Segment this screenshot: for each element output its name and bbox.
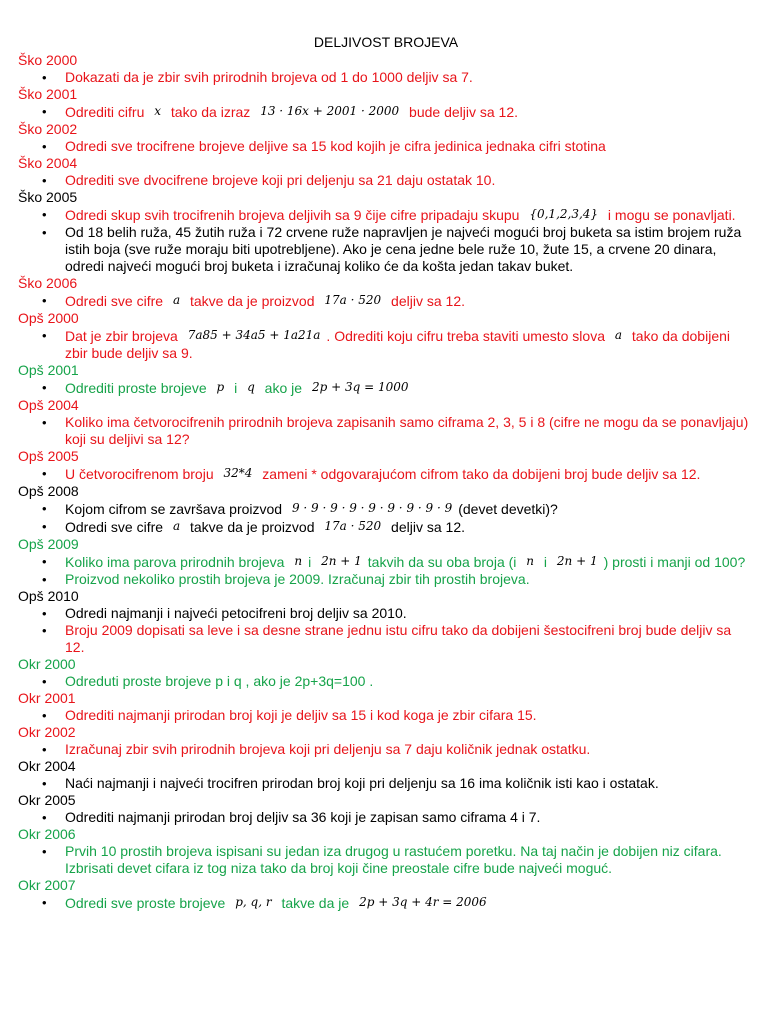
math-expression: 2n + 1 <box>321 554 362 568</box>
problem-bullets <box>18 553 754 588</box>
problem-item <box>18 224 754 275</box>
math-expression: 2p + 3q + 4r = 2006 <box>359 895 487 909</box>
problem-bullets <box>18 69 754 86</box>
problem-item <box>18 103 754 121</box>
math-expression: 9 · 9 · 9 · 9 · 9 · 9 · 9 · 9 · 9 <box>291 501 453 515</box>
problem-text: Dat je zbir brojeva <box>65 328 182 344</box>
problem-bullets <box>18 775 754 792</box>
problem-bullets <box>18 103 754 121</box>
problem-item <box>18 775 754 792</box>
problem-bullets <box>18 172 754 189</box>
problem-text: Odredi sve proste brojeve <box>65 895 230 911</box>
section-header: Ško 2005 <box>18 189 78 205</box>
problem-item <box>18 605 754 622</box>
math-expression: a <box>172 519 181 533</box>
math-expression: a <box>172 293 181 307</box>
problem-bullets <box>18 465 754 483</box>
section-header: Opš 2004 <box>18 397 79 413</box>
math-expression: 17a · 520 <box>324 293 382 307</box>
problem-text: ) prosti i manji od 100? <box>603 554 746 570</box>
problem-item <box>18 465 754 483</box>
section-header: Okr 2007 <box>18 877 76 893</box>
section-header: Opš 2000 <box>18 310 79 326</box>
section-header: Okr 2005 <box>18 792 76 808</box>
document-title: DELJIVOST BROJEVA <box>313 34 459 50</box>
problem-text: tako da dobijeni zbir bude deljiv sa 9. <box>65 328 730 361</box>
problem-text: Od 18 belih ruža, 45 žutih ruža i 72 crvene ruže napravljen je najveći mogući broj buketa sa istim brojem ruža istih boja (sve ruže moraju biti upotrebljene). Ako je cena jedne bele ruže 10, žute 15, a crvene 20 dinara, odredi najveći mogući broj buketa i izračunaj koliko će da košta jedan takav buket. <box>65 224 742 274</box>
problem-item <box>18 327 754 362</box>
problem-bullets <box>18 673 754 690</box>
problem-bullets <box>18 327 754 362</box>
problem-text: Odrediti sve dvocifrene brojeve koji pri deljenju sa 21 daju ostatak 10. <box>65 172 496 188</box>
math-expression: 2n + 1 <box>556 554 598 568</box>
problem-bullets <box>18 292 754 310</box>
problem-text: Naći najmanji i najveći trocifren prirodan broj koji pri deljenju sa 16 ima količnik isti kao i ostatak. <box>65 775 659 791</box>
problem-bullets <box>18 894 754 912</box>
problem-item <box>18 622 754 656</box>
problem-text: . Odrediti koju cifru treba staviti umesto slova <box>326 328 609 344</box>
problem-item <box>18 69 754 86</box>
problem-text: Odrediti cifru <box>65 104 149 120</box>
problem-item <box>18 707 754 724</box>
problem-list <box>18 52 754 912</box>
math-expression: n <box>294 554 303 568</box>
problem-item <box>18 518 754 536</box>
problem-text: takvih da su oba broja (i <box>367 554 521 570</box>
section-header: Okr 2001 <box>18 690 76 706</box>
problem-text: Prvih 10 prostih brojeva ispisani su jedan iza drugog u rastućem poretku. Na taj način je dobijen niz cifara. Izbrisati devet cifara iz tog niza tako da broj koji čine preostale cifre bude najveći moguć. <box>65 843 722 876</box>
problem-item <box>18 500 754 518</box>
problem-text: Koliko ima parova prirodnih brojeva <box>65 554 289 570</box>
problem-text: Dokazati da je zbir svih prirodnih brojeva od 1 do 1000 deljiv sa 7. <box>65 69 473 85</box>
problem-bullets <box>18 414 754 448</box>
math-expression: 13 · 16x + 2001 · 2000 <box>260 104 400 118</box>
problem-text: Odreduti proste brojeve p i q , ako je 2p+3q=100 . <box>65 673 374 689</box>
section-header: Ško 2004 <box>18 155 78 171</box>
math-expression: p <box>216 380 225 394</box>
section-header: Ško 2002 <box>18 121 78 137</box>
problem-text: Kojom cifrom se završava proizvod <box>65 501 286 517</box>
problem-item <box>18 809 754 826</box>
problem-item <box>18 673 754 690</box>
problem-bullets <box>18 843 754 877</box>
problem-bullets <box>18 500 754 536</box>
math-expression: 17a · 520 <box>324 519 382 533</box>
problem-text: i <box>230 380 242 396</box>
problem-text: ako je <box>260 380 306 396</box>
math-expression: n <box>526 554 535 568</box>
section-header: Opš 2005 <box>18 448 79 464</box>
problem-text: takve da je proizvod <box>186 293 319 309</box>
math-expression: 2p + 3q = 1000 <box>311 380 409 394</box>
math-expression: p, q, r <box>235 895 272 909</box>
problem-text: bude deljiv sa 12. <box>405 104 519 120</box>
problem-text: U četvorocifrenom broju <box>65 466 218 482</box>
problem-text: Odrediti najmanji prirodan broj koji je deljiv sa 15 i kod koga je zbir cifara 15. <box>65 707 537 723</box>
problem-item <box>18 172 754 189</box>
section-header: Okr 2006 <box>18 826 76 842</box>
problem-text: Odredi skup svih trocifrenih brojeva deljivih sa 9 čije cifre pripadaju skupu <box>65 207 524 223</box>
document-page <box>18 34 754 912</box>
problem-text: Proizvod nekoliko prostih brojeva je 2009. Izračunaj zbir tih prostih brojeva. <box>65 571 530 587</box>
section-header: Okr 2002 <box>18 724 76 740</box>
problem-text: Odrediti najmanji prirodan broj deljiv sa 36 koji je zapisan samo ciframa 4 i 7. <box>65 809 541 825</box>
problem-item <box>18 379 754 397</box>
problem-text: Broju 2009 dopisati sa leve i sa desne strane jednu istu cifru tako da dobijeni šestocifreni broj bude deljiv sa 12. <box>65 622 732 655</box>
problem-text: Odredi sve trocifrene brojeve deljive sa 15 kod kojih je cifra jedinica jednaka cifri stotina <box>65 138 606 154</box>
problem-text: (devet devetki)? <box>458 501 558 517</box>
problem-item <box>18 292 754 310</box>
section-header: Ško 2001 <box>18 86 78 102</box>
section-header: Ško 2000 <box>18 52 78 68</box>
problem-item <box>18 206 754 224</box>
math-expression: q <box>247 380 255 394</box>
problem-text: Odredi sve cifre <box>65 519 167 535</box>
problem-text: i mogu se ponavljati. <box>604 207 736 223</box>
section-header: Opš 2009 <box>18 536 79 552</box>
problem-text: tako da izraz <box>167 104 255 120</box>
problem-item <box>18 843 754 877</box>
problem-text: Odredi sve cifre <box>65 293 167 309</box>
problem-bullets <box>18 379 754 397</box>
problem-text: Koliko ima četvorocifrenih prirodnih brojeva zapisanih samo ciframa 2, 3, 5 i 8 (cifre ne mogu da se ponavljaju) koji su deljivi sa 12? <box>65 414 749 447</box>
problem-text: deljiv sa 12. <box>387 293 465 309</box>
problem-text: Odredi najmanji i najveći petocifreni broj deljiv sa 2010. <box>65 605 407 621</box>
math-expression: 7a85 + 34a5 + 1a21a <box>187 328 321 342</box>
problem-item <box>18 894 754 912</box>
section-header: Opš 2008 <box>18 483 79 499</box>
problem-item <box>18 414 754 448</box>
math-expression: a <box>614 328 623 342</box>
problem-text: zameni * odgovarajućom cifrom tako da dobijeni broj bude deljiv sa 12. <box>258 466 701 482</box>
problem-text: deljiv sa 12. <box>387 519 465 535</box>
problem-bullets <box>18 605 754 656</box>
problem-text: takve da je proizvod <box>186 519 319 535</box>
problem-text: Izračunaj zbir svih prirodnih brojeva koji pri deljenju sa 7 daju količnik jednak ostatku. <box>65 741 591 757</box>
problem-item <box>18 138 754 155</box>
section-header: Okr 2004 <box>18 758 76 774</box>
problem-text: Odrediti proste brojeve <box>65 380 211 396</box>
math-expression: 32*4 <box>223 466 253 480</box>
section-header: Opš 2010 <box>18 588 79 604</box>
problem-bullets <box>18 707 754 724</box>
problem-bullets <box>18 138 754 155</box>
problem-item <box>18 571 754 588</box>
math-expression: x <box>154 104 162 118</box>
problem-bullets <box>18 741 754 758</box>
problem-text: i <box>540 554 551 570</box>
problem-bullets <box>18 206 754 275</box>
problem-item <box>18 553 754 571</box>
problem-item <box>18 741 754 758</box>
problem-text: takve da je <box>277 895 354 911</box>
section-header: Opš 2001 <box>18 362 79 378</box>
problem-text: i <box>308 554 316 570</box>
section-header: Okr 2000 <box>18 656 76 672</box>
section-header: Ško 2006 <box>18 275 78 291</box>
math-expression: {0,1,2,3,4} <box>529 207 599 221</box>
problem-bullets <box>18 809 754 826</box>
